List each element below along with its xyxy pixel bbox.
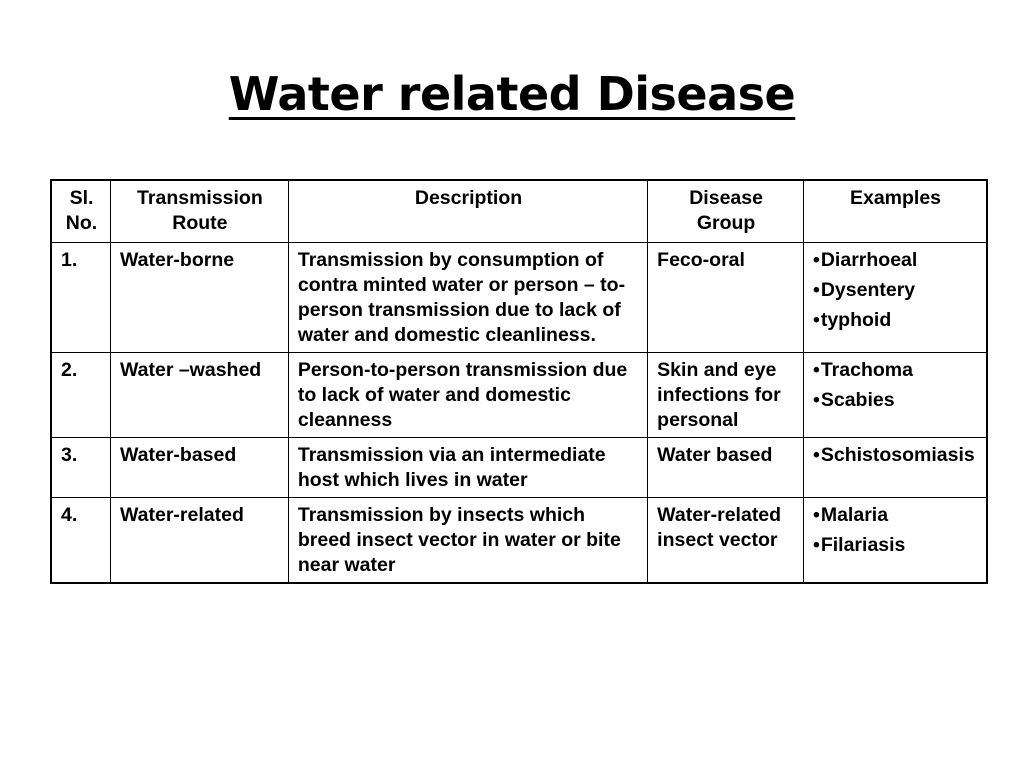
header-sl-no <box>51 180 110 243</box>
cell-disease-group: Skin and eye infections for personal <box>648 353 804 438</box>
cell-description: Transmission by insects which breed insect vector in water or bite near water <box>288 498 647 584</box>
cell-disease-group: Water based <box>648 438 804 498</box>
header-disease-group <box>648 180 804 243</box>
header-sl-line2: No. <box>65 212 98 234</box>
bullet-icon: • <box>813 359 820 381</box>
list-item <box>813 278 978 303</box>
list-item <box>813 248 978 273</box>
cell-disease-group: Feco-oral <box>648 243 804 353</box>
example-label: Scabies <box>820 389 895 411</box>
header-description <box>288 180 647 243</box>
bullet-icon: • <box>813 279 820 301</box>
bullet-icon: • <box>813 249 820 271</box>
bullet-icon: • <box>813 309 820 331</box>
header-examples-line1: Examples <box>849 187 942 209</box>
table-row <box>51 353 987 438</box>
cell-transmission-route: Water-related <box>110 498 288 584</box>
list-item <box>813 358 978 383</box>
header-route-line2: Route <box>172 212 228 234</box>
cell-sl-no: 2. <box>51 353 110 438</box>
disease-table <box>50 179 988 584</box>
cell-description: Transmission by consumption of contra minted water or person – to-person transmission due to lack of water and domestic cleanliness. <box>288 243 647 353</box>
list-item <box>813 388 978 413</box>
cell-description: Person-to-person transmission due to lack of water and domestic cleanness <box>288 353 647 438</box>
cell-examples <box>804 353 987 438</box>
cell-transmission-route: Water –washed <box>110 353 288 438</box>
header-sl-line1: Sl. <box>69 187 94 209</box>
header-description-line1: Description <box>414 187 523 209</box>
header-route-line1: Transmission <box>137 187 263 209</box>
example-label: Trachoma <box>820 359 913 381</box>
cell-sl-no: 1. <box>51 243 110 353</box>
slide-title: Water related Disease <box>228 67 796 121</box>
list-item <box>813 443 978 468</box>
list-item <box>813 533 978 558</box>
header-transmission-route <box>110 180 288 243</box>
list-item <box>813 503 978 528</box>
cell-examples <box>804 498 987 584</box>
header-group-line1: Disease <box>689 187 763 209</box>
bullet-icon: • <box>813 534 820 556</box>
example-label: typhoid <box>820 309 892 331</box>
cell-sl-no: 4. <box>51 498 110 584</box>
examples-list <box>813 443 978 468</box>
cell-transmission-route: Water-based <box>110 438 288 498</box>
example-label: Filariasis <box>820 534 906 556</box>
bullet-icon: • <box>813 389 820 411</box>
bullet-icon: • <box>813 504 820 526</box>
bullet-icon: • <box>813 444 820 466</box>
header-group-line2: Group <box>696 212 756 234</box>
cell-description: Transmission via an intermediate host which lives in water <box>288 438 647 498</box>
cell-sl-no: 3. <box>51 438 110 498</box>
cell-transmission-route: Water-borne <box>110 243 288 353</box>
example-label: Diarrhoeal <box>820 249 918 271</box>
table-row <box>51 438 987 498</box>
table-row <box>51 243 987 353</box>
examples-list <box>813 358 978 413</box>
cell-examples <box>804 243 987 353</box>
example-label: Dysentery <box>820 279 916 301</box>
examples-list <box>813 503 978 558</box>
example-label: Schistosomiasis <box>820 444 975 466</box>
example-label: Malaria <box>820 504 889 526</box>
cell-examples <box>804 438 987 498</box>
examples-list <box>813 248 978 333</box>
cell-disease-group: Water-related insect vector <box>648 498 804 584</box>
header-examples <box>804 180 987 243</box>
table-row <box>51 498 987 584</box>
table-header-row <box>51 180 987 243</box>
list-item <box>813 308 978 333</box>
